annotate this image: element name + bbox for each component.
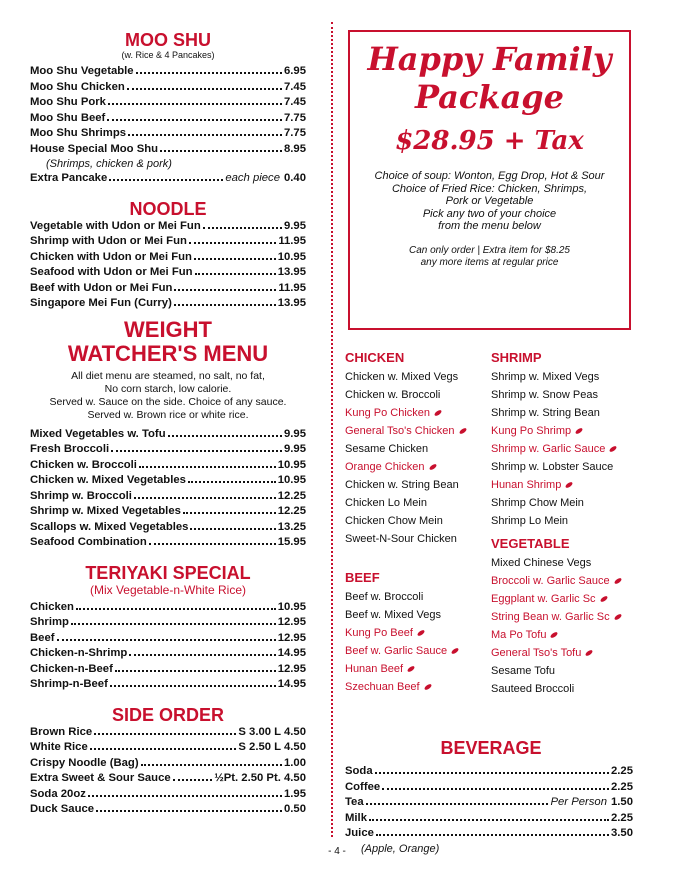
item-name: Shrimp w. Garlic Sauce [491, 443, 606, 455]
menu-item [30, 504, 306, 520]
menu-item [345, 642, 491, 660]
package-price: $28.95 + Tax [395, 126, 584, 156]
menu-item [491, 680, 637, 698]
item-price: 7.75 [284, 127, 306, 139]
leader-dots [88, 795, 282, 797]
description-line: Choice of Fried Rice: Chicken, Shrimps, [391, 182, 587, 195]
item-name: Moo Shu Pork [30, 96, 106, 108]
category-title: BEEF [345, 570, 380, 585]
item-price: S 3.00 L 4.50 [238, 725, 306, 738]
item-name: Shrimp w. Snow Peas [491, 389, 598, 401]
title-line: Happy Family [367, 40, 612, 78]
menu-item [491, 626, 637, 644]
item-price: 2.25 [611, 811, 633, 824]
side-order-section [30, 705, 306, 818]
description-line: from the menu below [438, 220, 541, 232]
menu-item [30, 250, 306, 266]
hot-pepper-icon [613, 613, 622, 621]
description-line: Served w. Sauce on the side. Choice of any sauce. [49, 395, 287, 408]
leader-dots [195, 273, 276, 275]
item-name: Beef w. Mixed Vegs [345, 609, 441, 621]
item-name: String Bean w. Garlic Sc [491, 611, 610, 623]
menu-item [30, 234, 306, 250]
family-package-box [348, 30, 631, 330]
menu-item [30, 756, 306, 772]
item-name: Sauteed Broccoli [491, 683, 575, 695]
item-name: Shrimp with Udon or Mei Fun [30, 235, 187, 247]
section-title: NOODLE [129, 198, 207, 219]
menu-item [491, 644, 637, 662]
item-name: Ma Po Tofu [491, 629, 547, 641]
item-name: Tea [345, 796, 364, 808]
menu-item [491, 404, 637, 422]
menu-item [491, 572, 637, 590]
item-name: Shrimp Chow Mein [491, 497, 584, 509]
item-name: Chicken-n-Beef [30, 662, 113, 675]
item-note: Per Person [550, 796, 607, 808]
note-line: any more items at regular price [420, 257, 559, 268]
leader-dots [189, 242, 276, 244]
item-name: Orange Chicken [345, 461, 425, 473]
item-price: 13.95 [277, 297, 306, 309]
item-name: Hunan Shrimp [491, 479, 562, 491]
menu-item [345, 606, 491, 624]
leader-dots [139, 466, 276, 468]
menu-item [30, 458, 306, 474]
item-name: Chicken w. String Bean [345, 479, 459, 491]
item-list [491, 368, 637, 530]
item-name: Shrimp w. Mixed Vegetables [30, 505, 181, 517]
item-name: Shrimp w. Mixed Vegs [491, 371, 600, 383]
teriyaki-section [30, 563, 306, 693]
item-price: 14.95 [277, 678, 306, 690]
item-name: Moo Shu Shrimps [30, 127, 127, 139]
category-title: VEGETABLE [491, 536, 570, 551]
leader-dots [96, 810, 282, 812]
moo-shu-section [30, 30, 306, 187]
item-price: 9.95 [284, 219, 306, 232]
menu-item [30, 489, 306, 505]
section-description [30, 370, 306, 422]
hot-pepper-icon [575, 427, 584, 435]
item-price: 12.95 [277, 631, 306, 644]
item-name: Chicken w. Broccoli [30, 458, 137, 471]
menu-item [491, 608, 637, 626]
menu-item [30, 646, 306, 662]
item-name: Sesame Chicken [345, 443, 429, 455]
leader-dots [168, 435, 282, 437]
item-price: 12.95 [277, 616, 306, 628]
menu-item [30, 615, 306, 631]
item-name: Soda 20oz [30, 787, 86, 800]
item-name: Shrimp [30, 616, 69, 628]
item-list [30, 64, 306, 157]
leader-dots [160, 150, 282, 152]
menu-item [345, 386, 491, 404]
package-description [350, 170, 629, 233]
item-name: Hunan Beef [345, 663, 404, 675]
leader-dots [107, 119, 282, 121]
menu-item [345, 440, 491, 458]
category-title: SHRIMP [491, 350, 542, 365]
item-name: Singapore Mei Fun (Curry) [30, 297, 172, 309]
item-price: 10.95 [277, 600, 306, 613]
hot-pepper-icon [434, 409, 443, 417]
leader-dots [90, 748, 237, 750]
leader-dots [149, 543, 276, 545]
item-price: 0.40 [284, 172, 306, 184]
item-list [345, 764, 633, 842]
menu-item [491, 494, 637, 512]
menu-item [30, 80, 306, 96]
item-name: Seafood with Udon or Mei Fun [30, 266, 193, 278]
weight-watchers-section [30, 318, 306, 551]
section-title: MOO SHU [124, 30, 211, 50]
item-name: Beef w. Broccoli [345, 591, 424, 603]
description-line: Served w. Brown rice or white rice. [87, 408, 249, 421]
package-note [350, 245, 629, 270]
menu-item [345, 458, 491, 476]
menu-item [491, 554, 637, 572]
item-list [345, 588, 491, 696]
left-column [30, 30, 306, 818]
leader-dots [174, 304, 276, 306]
hot-pepper-icon [565, 481, 574, 489]
item-name: Chicken Lo Mein [345, 497, 427, 509]
item-price: 11.95 [278, 235, 306, 247]
item-price: 2.25 [611, 780, 633, 793]
item-list [30, 725, 306, 818]
item-name: Coffee [345, 780, 381, 793]
item-name: Shrimp-n-Beef [30, 678, 108, 690]
item-list [30, 427, 306, 551]
leader-dots [127, 88, 282, 90]
item-name: Extra Pancake [30, 172, 108, 184]
menu-item [345, 780, 633, 796]
hot-pepper-icon [613, 577, 622, 585]
column-divider [331, 22, 333, 837]
description-line: All diet menu are steamed, no salt, no fat, [71, 369, 265, 382]
package-choices [345, 350, 637, 698]
item-name: Moo Shu Vegetable [30, 65, 134, 77]
hot-pepper-icon [423, 683, 432, 691]
item-name: Scallops w. Mixed Vegetables [30, 520, 189, 533]
item-name: Shrimp Lo Mein [491, 515, 569, 527]
item-name: Beef w. Garlic Sauce [345, 645, 448, 657]
item-price: 1.95 [284, 787, 306, 800]
item-price: 6.95 [284, 65, 306, 77]
item-list [30, 600, 306, 693]
menu-item [30, 771, 306, 787]
item-name: Mixed Chinese Vegs [491, 557, 592, 569]
leader-dots [203, 227, 282, 229]
item-name: Crispy Noodle (Bag) [30, 756, 139, 769]
item-name: Szechuan Beef [345, 681, 420, 693]
hot-pepper-icon [609, 445, 618, 453]
item-price: 3.50 [611, 827, 633, 839]
item-name: Juice [345, 827, 374, 839]
choices-right-column [491, 350, 637, 698]
section-title: TERIYAKI SPECIAL [85, 562, 251, 583]
item-name: General Tso's Chicken [345, 425, 455, 437]
title-line: WATCHER'S MENU [67, 340, 269, 366]
hot-pepper-icon [407, 665, 416, 673]
menu-item [345, 494, 491, 512]
item-price: 7.45 [284, 96, 306, 108]
item-price: 9.95 [284, 427, 306, 440]
leader-dots [188, 481, 276, 483]
item-name: Broccoli w. Garlic Sauce [491, 575, 610, 587]
menu-item [345, 368, 491, 386]
menu-item [345, 476, 491, 494]
leader-dots [108, 103, 282, 105]
leader-dots [141, 764, 282, 766]
menu-item [30, 427, 306, 443]
menu-item [30, 126, 306, 142]
item-name: Chicken w. Mixed Vegetables [30, 474, 186, 486]
leader-dots [129, 654, 275, 656]
leader-dots [173, 779, 213, 781]
leader-dots [128, 134, 282, 136]
menu-item [491, 662, 637, 680]
item-name: Sesame Tofu [491, 665, 556, 677]
menu-item [30, 787, 306, 803]
menu-item [30, 662, 306, 678]
menu-item [345, 660, 491, 678]
item-name: Kung Po Beef [345, 627, 413, 639]
leader-dots [71, 623, 276, 625]
package-title [350, 40, 629, 116]
hot-pepper-icon [458, 427, 467, 435]
item-name: Brown Rice [30, 725, 93, 738]
menu-item [30, 171, 306, 187]
item-name: Chicken [30, 600, 74, 613]
menu-item [491, 476, 637, 494]
section-title: BEVERAGE [440, 738, 542, 758]
item-price: 10.95 [277, 458, 306, 471]
item-name: Beef [30, 631, 55, 644]
leader-dots [109, 179, 223, 181]
item-price: 13.95 [277, 266, 306, 278]
item-name: Soda [345, 765, 373, 777]
menu-item [345, 422, 491, 440]
menu-item [345, 764, 633, 780]
hot-pepper-icon [428, 463, 437, 471]
leader-dots [94, 733, 236, 735]
item-name: Shrimp w. Lobster Sauce [491, 461, 614, 473]
menu-item [30, 520, 306, 536]
item-name: Chicken w. Broccoli [345, 389, 441, 401]
menu-item [30, 64, 306, 80]
menu-item [30, 281, 306, 297]
menu-item [345, 588, 491, 606]
item-name: Seafood Combination [30, 536, 147, 548]
item-name: Extra Sweet & Sour Sauce [30, 772, 171, 784]
menu-item [345, 512, 491, 530]
title-line: WEIGHT [124, 316, 212, 342]
item-price: 0.50 [284, 803, 306, 815]
right-column [345, 30, 637, 856]
item-list [491, 554, 637, 698]
leader-dots [136, 72, 282, 74]
leader-dots [382, 788, 609, 790]
menu-item [30, 142, 306, 158]
item-list [30, 219, 306, 312]
menu-item [345, 678, 491, 696]
menu-item [30, 95, 306, 111]
menu-item [30, 473, 306, 489]
menu-item [30, 600, 306, 616]
item-name: Milk [345, 811, 367, 824]
leader-dots [194, 258, 276, 260]
hot-pepper-icon [550, 631, 559, 639]
leader-dots [76, 608, 276, 610]
hot-pepper-icon [416, 629, 425, 637]
leader-dots [174, 289, 276, 291]
item-name: Sweet-N-Sour Chicken [345, 533, 457, 545]
hot-pepper-icon [599, 595, 608, 603]
menu-item [345, 795, 633, 811]
item-price: 13.25 [277, 520, 306, 533]
leader-dots [366, 803, 549, 805]
category-title: CHICKEN [345, 350, 405, 365]
hot-pepper-icon [451, 647, 460, 655]
item-name: Chicken w. Mixed Vegs [345, 371, 459, 383]
leader-dots [190, 528, 275, 530]
item-price: 12.25 [277, 505, 306, 517]
note-line: Can only order | Extra item for $8.25 [408, 244, 570, 256]
item-note: (Apple, Orange) [361, 842, 440, 855]
description-line: Pick any two of your choice [422, 207, 557, 220]
noodle-section [30, 199, 306, 312]
item-name: House Special Moo Shu [30, 142, 159, 155]
item-name: Kung Po Chicken [345, 407, 430, 419]
item-price: S 2.50 L 4.50 [238, 741, 306, 753]
menu-item [491, 590, 637, 608]
page-number: - 4 - [328, 846, 346, 857]
item-name: Chicken with Udon or Mei Fun [30, 250, 192, 263]
menu-item [345, 624, 491, 642]
leader-dots [110, 685, 276, 687]
menu-item [491, 512, 637, 530]
hot-pepper-icon [585, 649, 594, 657]
section-subtitle: (Mix Vegetable-n-White Rice) [89, 582, 247, 597]
menu-item [30, 219, 306, 235]
item-price: 15.95 [277, 536, 306, 548]
menu-item [345, 404, 491, 422]
item-name: Vegetable with Udon or Mei Fun [30, 219, 201, 232]
menu-item [30, 442, 306, 458]
choices-left-column [345, 350, 491, 698]
item-price: 12.95 [277, 662, 306, 675]
menu-item [30, 631, 306, 647]
menu-item [30, 677, 306, 693]
item-price: 10.95 [277, 474, 306, 486]
description-line: No corn starch, low calorie. [104, 382, 232, 395]
item-name: Mixed Vegetables w. Tofu [30, 427, 166, 440]
leader-dots [57, 639, 276, 641]
section-subtitle: (w. Rice & 4 Pancakes) [121, 50, 215, 60]
menu-item [30, 296, 306, 312]
menu-item [345, 530, 491, 548]
menu-item [30, 535, 306, 551]
menu-item [491, 386, 637, 404]
item-price: 10.95 [277, 250, 306, 263]
item-name: Chicken-n-Shrimp [30, 647, 128, 659]
menu-item [30, 725, 306, 741]
item-price: ½Pt. 2.50 Pt. 4.50 [214, 772, 306, 784]
item-note: each piece [225, 172, 280, 184]
item-price: 2.25 [611, 765, 633, 777]
item-price: 1.50 [611, 796, 633, 808]
menu-item [491, 422, 637, 440]
item-name: Shrimp w. Broccoli [30, 489, 132, 502]
item-name: Eggplant w. Garlic Sc [491, 593, 596, 605]
item-price: 12.25 [277, 489, 306, 502]
item-name: Moo Shu Chicken [30, 80, 125, 93]
item-price: 8.95 [284, 142, 306, 155]
section-title: SIDE ORDER [111, 704, 225, 725]
description-line: Choice of soup: Wonton, Egg Drop, Hot & Sour [374, 170, 605, 182]
item-name: General Tso's Tofu [491, 647, 582, 659]
item-name: Moo Shu Beef [30, 111, 106, 124]
beverage-section [345, 738, 637, 856]
item-name: Shrimp w. String Bean [491, 407, 600, 419]
item-name: Fresh Broccoli [30, 443, 110, 455]
leader-dots [375, 772, 609, 774]
item-price: 7.45 [284, 80, 306, 93]
menu-item [491, 440, 637, 458]
leader-dots [376, 834, 609, 836]
item-price: 9.95 [284, 443, 306, 455]
menu-item [30, 265, 306, 281]
menu-item [30, 802, 306, 818]
item-price: 1.00 [284, 756, 306, 769]
item-name: Chicken Chow Mein [345, 515, 443, 527]
item-price: 14.95 [277, 647, 306, 659]
menu-item [491, 368, 637, 386]
item-name: White Rice [30, 741, 88, 753]
menu-item [345, 826, 633, 842]
item-name: Beef with Udon or Mei Fun [30, 281, 173, 294]
item-note: (Shrimps, chicken & pork) [46, 158, 172, 170]
title-line: Package [414, 78, 565, 116]
leader-dots [111, 450, 282, 452]
leader-dots [134, 497, 276, 499]
menu-item [345, 811, 633, 827]
item-price: 11.95 [278, 281, 306, 294]
description-line: Pork or Vegetable [445, 195, 534, 207]
leader-dots [115, 670, 276, 672]
item-price: 7.75 [284, 111, 306, 124]
menu-item [491, 458, 637, 476]
leader-dots [369, 819, 609, 821]
menu-item [30, 111, 306, 127]
item-name: Kung Po Shrimp [491, 425, 572, 437]
leader-dots [183, 512, 276, 514]
item-list [345, 368, 491, 548]
menu-item [30, 740, 306, 756]
item-name: Duck Sauce [30, 803, 95, 815]
section-title [30, 318, 306, 366]
